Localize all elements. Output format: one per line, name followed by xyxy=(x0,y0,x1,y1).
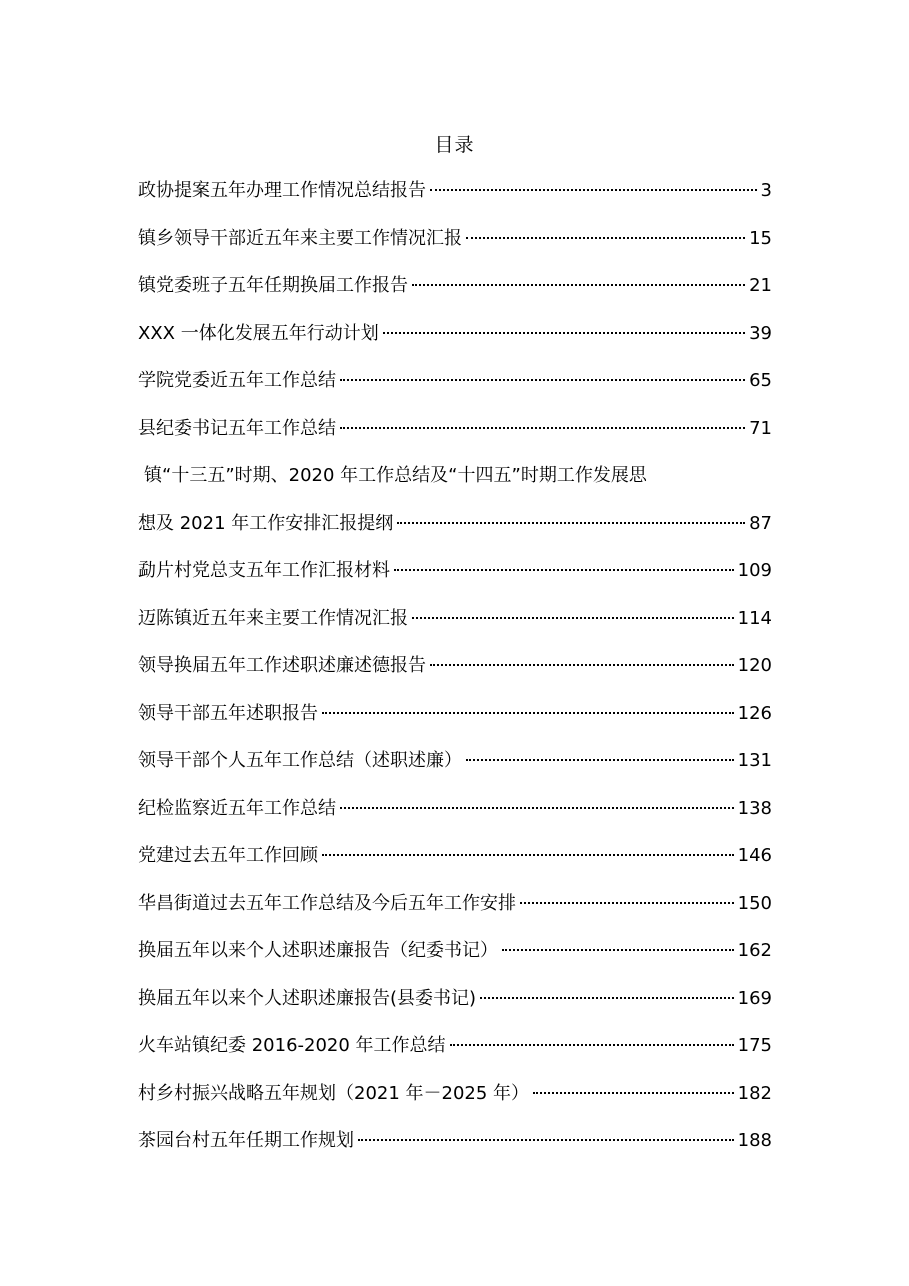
toc-entry-page: 146 xyxy=(737,845,772,866)
dot-leader xyxy=(340,807,734,809)
toc-entry-label: XXX 一体化发展五年行动计划 xyxy=(138,322,379,344)
toc-title: 目录 xyxy=(434,134,475,156)
toc-entry-page: 126 xyxy=(737,702,772,724)
toc-entry-label: 镇“十三五”时期、2020 年工作总结及“十四五”时期工作发展思 xyxy=(144,465,647,486)
toc-entry[interactable] xyxy=(138,790,772,838)
toc-entry[interactable] xyxy=(138,315,772,363)
toc-entry-page: 182 xyxy=(737,1082,772,1104)
toc-entry-page: 120 xyxy=(737,655,772,676)
dot-leader xyxy=(340,427,745,429)
toc-entry-page: 87 xyxy=(749,512,772,534)
toc-entry-label: 想及 2021 年工作安排汇报提纲 xyxy=(138,512,394,534)
toc-entry-label: 村乡村振兴战略五年规划（2021 年－2025 年） xyxy=(138,1082,530,1104)
toc-entry[interactable] xyxy=(138,267,772,315)
toc-entry-label: 党建过去五年工作回顾 xyxy=(138,845,318,866)
toc-entry-page: 175 xyxy=(737,1035,772,1056)
toc-entry-label: 镇乡领导干部近五年来主要工作情况汇报 xyxy=(138,227,462,249)
toc-entry[interactable] xyxy=(138,932,772,980)
toc-entry[interactable] xyxy=(138,552,772,600)
toc-entry[interactable] xyxy=(138,980,772,1028)
toc-entry[interactable] xyxy=(138,410,772,458)
dot-leader xyxy=(394,569,734,571)
toc-entry-page: 114 xyxy=(737,607,772,629)
toc-entry-label: 镇党委班子五年任期换届工作报告 xyxy=(138,275,408,296)
toc-entry-page: 65 xyxy=(749,370,772,391)
toc-entry-label: 领导干部五年述职报告 xyxy=(138,702,318,724)
dot-leader xyxy=(466,759,734,761)
dot-leader xyxy=(358,1139,734,1141)
toc-entry[interactable] xyxy=(138,885,772,933)
toc-entry[interactable] xyxy=(138,1027,772,1075)
toc-entry[interactable] xyxy=(138,742,772,790)
toc-entry-label: 学院党委近五年工作总结 xyxy=(138,370,336,391)
toc-entry[interactable] xyxy=(138,695,772,743)
toc-entry[interactable] xyxy=(138,172,772,220)
toc-entry-page: 39 xyxy=(749,322,772,344)
toc-entry[interactable] xyxy=(138,362,772,410)
dot-leader xyxy=(533,1092,734,1094)
toc-entry-label: 茶园台村五年任期工作规划 xyxy=(138,1130,354,1151)
toc-entry[interactable] xyxy=(138,647,772,695)
toc-entry-label: 领导换届五年工作述职述廉述德报告 xyxy=(138,655,426,676)
dot-leader xyxy=(430,189,757,191)
toc-entry-label: 换届五年以来个人述职述廉报告（纪委书记） xyxy=(138,940,498,961)
toc-entry[interactable] xyxy=(138,220,772,268)
toc-entry-label: 换届五年以来个人述职述廉报告(县委书记) xyxy=(138,987,477,1009)
dot-leader xyxy=(412,617,734,619)
dot-leader xyxy=(466,237,745,239)
toc-entry[interactable] xyxy=(138,837,772,885)
toc-entry-label: 领导干部个人五年工作总结（述职述廉） xyxy=(138,750,462,771)
dot-leader xyxy=(383,332,745,334)
dot-leader xyxy=(397,522,745,524)
toc-entry-page: 169 xyxy=(737,987,772,1009)
toc-entry-page: 15 xyxy=(749,227,772,249)
toc-entry-page: 21 xyxy=(749,275,772,296)
toc-entry-page: 162 xyxy=(737,940,772,961)
dot-leader xyxy=(502,949,734,951)
toc-entry-page: 3 xyxy=(760,180,772,201)
toc-entry-label: 火车站镇纪委 2016-2020 年工作总结 xyxy=(138,1035,446,1056)
toc-entry[interactable] xyxy=(138,1122,772,1170)
toc-entry-wrapped-line[interactable] xyxy=(138,457,772,505)
dot-leader xyxy=(450,1044,734,1046)
dot-leader xyxy=(340,379,745,381)
dot-leader xyxy=(430,664,734,666)
toc-entry-page: 150 xyxy=(737,892,772,914)
toc-entry-page: 138 xyxy=(737,797,772,819)
toc-list xyxy=(138,172,772,1170)
toc-entry-page: 71 xyxy=(749,417,772,439)
toc-entry[interactable] xyxy=(138,1075,772,1123)
toc-entry-label: 勐片村党总支五年工作汇报材料 xyxy=(138,560,390,581)
toc-entry-label: 县纪委书记五年工作总结 xyxy=(138,417,336,439)
toc-entry-page: 188 xyxy=(737,1130,772,1151)
toc-entry-label: 政协提案五年办理工作情况总结报告 xyxy=(138,180,426,201)
toc-entry-label: 华昌街道过去五年工作总结及今后五年工作安排 xyxy=(138,892,516,914)
dot-leader xyxy=(322,712,734,714)
dot-leader xyxy=(520,902,734,904)
toc-entry[interactable] xyxy=(138,600,772,648)
dot-leader xyxy=(480,997,734,999)
dot-leader xyxy=(322,854,734,856)
toc-entry-page: 109 xyxy=(737,560,772,581)
toc-entry[interactable] xyxy=(138,505,772,553)
dot-leader xyxy=(412,284,745,286)
toc-entry-page: 131 xyxy=(737,750,772,771)
toc-entry-label: 纪检监察近五年工作总结 xyxy=(138,797,336,819)
toc-entry-label: 迈陈镇近五年来主要工作情况汇报 xyxy=(138,607,408,629)
